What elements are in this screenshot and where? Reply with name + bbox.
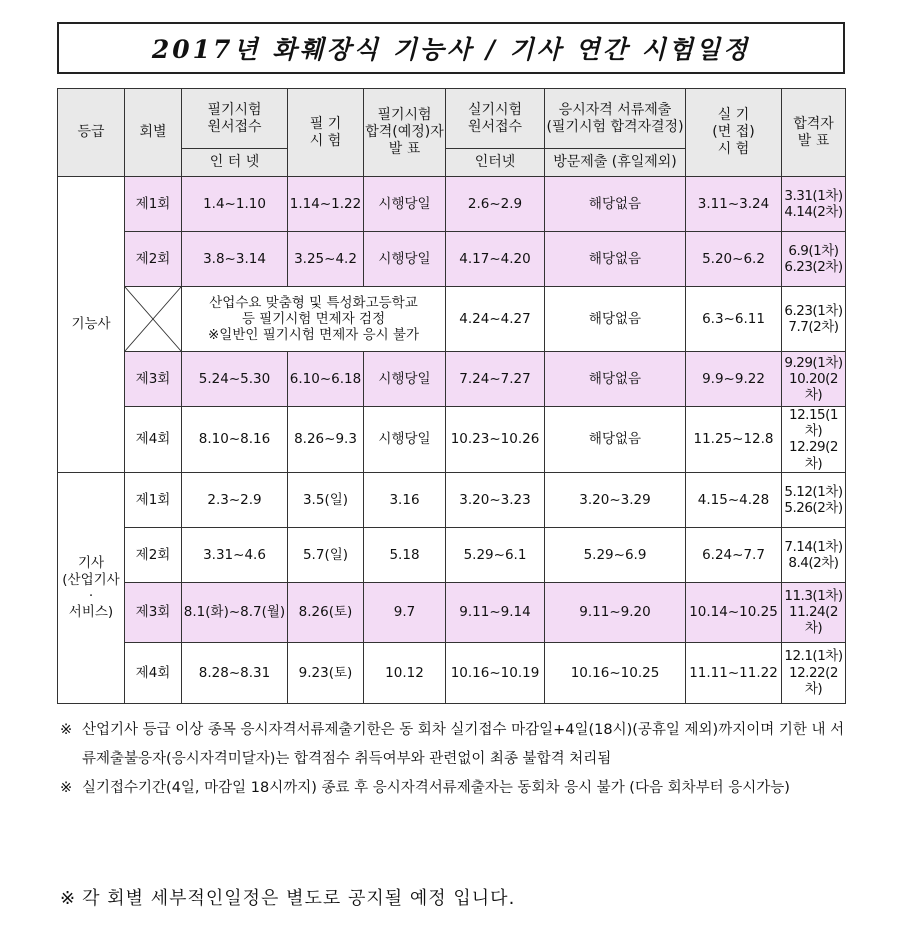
table-row [58, 582, 846, 642]
note-text: 산업기사 등급 이상 종목 응시자격서류제출기한은 동 회차 실기접수 마감일+4일(18시)(공휴일 제외)까지이며 기한 내 서류제출불응자(응시자격미달자)는 합격점수 취득여부와 관련없이 최종 불합격 처리됨 [82, 722, 845, 767]
written-result-cell: 시행당일 [364, 407, 446, 473]
practical-exam-cell: 6.24~7.7 [686, 527, 782, 582]
table-row [58, 472, 846, 527]
grade-cell: 기사 (산업기사 · 서비스) [58, 472, 125, 703]
written-result-cell: 시행당일 [364, 352, 446, 407]
practical-exam-cell: 3.11~3.24 [686, 177, 782, 232]
final-result-cell: 12.1(1차) 12.22(2차) [782, 642, 846, 703]
header-practical-exam: 실 기 (면 접) 시 험 [686, 89, 782, 177]
docs-cell: 10.16~10.25 [545, 642, 686, 703]
table-row [58, 232, 846, 287]
written-exam-cell: 6.10~6.18 [288, 352, 364, 407]
written-result-cell: 시행당일 [364, 232, 446, 287]
cross-mark-icon [125, 287, 181, 351]
practical-apply-cell: 5.29~6.1 [446, 527, 545, 582]
written-exam-cell: 3.25~4.2 [288, 232, 364, 287]
table-row [58, 407, 846, 473]
header-docs: 응시자격 서류제출 (필기시험 합격자결정) [545, 89, 686, 149]
practical-exam-cell: 6.3~6.11 [686, 287, 782, 352]
schedule-table [57, 88, 846, 704]
practical-apply-cell: 10.16~10.19 [446, 642, 545, 703]
docs-cell: 5.29~6.9 [545, 527, 686, 582]
table-row [58, 287, 846, 352]
round-cell: 제1회 [125, 472, 182, 527]
practical-apply-cell: 2.6~2.9 [446, 177, 545, 232]
final-note-text: 각 회별 세부적인일정은 별도로 공지될 예정 입니다. [82, 888, 516, 909]
round-cell: 제1회 [125, 177, 182, 232]
written-apply-cell: 1.4~1.10 [182, 177, 288, 232]
round-cell-crossed [125, 287, 182, 352]
written-apply-cell: 3.8~3.14 [182, 232, 288, 287]
header-grade: 등급 [58, 89, 125, 177]
final-result-cell: 7.14(1차) 8.4(2차) [782, 527, 846, 582]
written-apply-cell: 3.31~4.6 [182, 527, 288, 582]
header-docs-sub: 방문제출 (휴일제외) [545, 149, 686, 177]
page-title: 2017년 화훼장식 기능사 / 기사 연간 시험일정 [151, 35, 751, 64]
practical-apply-cell: 10.23~10.26 [446, 407, 545, 473]
docs-cell: 해당없음 [545, 232, 686, 287]
round-cell: 제3회 [125, 582, 182, 642]
written-exam-cell: 8.26(토) [288, 582, 364, 642]
final-result-cell: 3.31(1차) 4.14(2차) [782, 177, 846, 232]
final-result-cell: 6.23(1차) 7.7(2차) [782, 287, 846, 352]
written-apply-cell: 8.28~8.31 [182, 642, 288, 703]
table-row [58, 642, 846, 703]
practical-apply-cell: 4.17~4.20 [446, 232, 545, 287]
practical-exam-cell: 10.14~10.25 [686, 582, 782, 642]
final-result-cell: 12.15(1차) 12.29(2차) [782, 407, 846, 473]
header-written-exam: 필 기 시 험 [288, 89, 364, 177]
written-exam-cell: 8.26~9.3 [288, 407, 364, 473]
notes [60, 716, 850, 803]
practical-exam-cell: 11.25~12.8 [686, 407, 782, 473]
docs-cell: 해당없음 [545, 177, 686, 232]
table-row [58, 177, 846, 232]
header-written-apply: 필기시험 원서접수 [182, 89, 288, 149]
docs-cell: 해당없음 [545, 407, 686, 473]
title-box [57, 22, 845, 74]
round-cell: 제3회 [125, 352, 182, 407]
round-cell: 제2회 [125, 527, 182, 582]
written-exam-cell: 1.14~1.22 [288, 177, 364, 232]
note-mark: ※ [60, 780, 73, 796]
practical-exam-cell: 5.20~6.2 [686, 232, 782, 287]
final-result-cell: 9.29(1차) 10.20(2차) [782, 352, 846, 407]
note-item [60, 774, 850, 803]
round-cell: 제2회 [125, 232, 182, 287]
written-result-cell: 10.12 [364, 642, 446, 703]
header-practical-apply-sub: 인터넷 [446, 149, 545, 177]
written-exam-cell: 3.5(일) [288, 472, 364, 527]
round-cell: 제4회 [125, 407, 182, 473]
practical-apply-cell: 4.24~4.27 [446, 287, 545, 352]
header-written-result: 필기시험 합격(예정)자 발 표 [364, 89, 446, 177]
final-note [60, 884, 515, 910]
docs-cell: 해당없음 [545, 287, 686, 352]
written-apply-cell: 5.24~5.30 [182, 352, 288, 407]
written-apply-cell: 8.1(화)~8.7(월) [182, 582, 288, 642]
note-item [60, 716, 850, 774]
written-apply-cell: 2.3~2.9 [182, 472, 288, 527]
merged-note-cell: 산업수요 맞춤형 및 특성화고등학교 등 필기시험 면제자 검정 ※일반인 필기시험 면제자 응시 불가 [182, 287, 446, 352]
header-practical-apply: 실기시험 원서접수 [446, 89, 545, 149]
written-exam-cell: 5.7(일) [288, 527, 364, 582]
docs-cell: 9.11~9.20 [545, 582, 686, 642]
practical-exam-cell: 4.15~4.28 [686, 472, 782, 527]
practical-exam-cell: 11.11~11.22 [686, 642, 782, 703]
note-mark: ※ [60, 722, 73, 738]
practical-apply-cell: 9.11~9.14 [446, 582, 545, 642]
practical-apply-cell: 7.24~7.27 [446, 352, 545, 407]
practical-apply-cell: 3.20~3.23 [446, 472, 545, 527]
final-result-cell: 6.9(1차) 6.23(2차) [782, 232, 846, 287]
round-cell: 제4회 [125, 642, 182, 703]
written-result-cell: 5.18 [364, 527, 446, 582]
docs-cell: 해당없음 [545, 352, 686, 407]
note-mark: ※ [60, 888, 77, 909]
written-exam-cell: 9.23(토) [288, 642, 364, 703]
written-apply-cell: 8.10~8.16 [182, 407, 288, 473]
written-result-cell: 9.7 [364, 582, 446, 642]
written-result-cell: 시행당일 [364, 177, 446, 232]
note-text: 실기접수기간(4일, 마감일 18시까지) 종료 후 응시자격서류제출자는 동회차 응시 불가 (다음 회차부터 응시가능) [82, 780, 790, 796]
header-round: 회별 [125, 89, 182, 177]
table-row [58, 352, 846, 407]
grade-cell: 기능사 [58, 177, 125, 473]
practical-exam-cell: 9.9~9.22 [686, 352, 782, 407]
header-written-apply-sub: 인 터 넷 [182, 149, 288, 177]
table-row [58, 527, 846, 582]
docs-cell: 3.20~3.29 [545, 472, 686, 527]
final-result-cell: 5.12(1차) 5.26(2차) [782, 472, 846, 527]
written-result-cell: 3.16 [364, 472, 446, 527]
header-final-result: 합격자 발 표 [782, 89, 846, 177]
final-result-cell: 11.3(1차) 11.24(2차) [782, 582, 846, 642]
